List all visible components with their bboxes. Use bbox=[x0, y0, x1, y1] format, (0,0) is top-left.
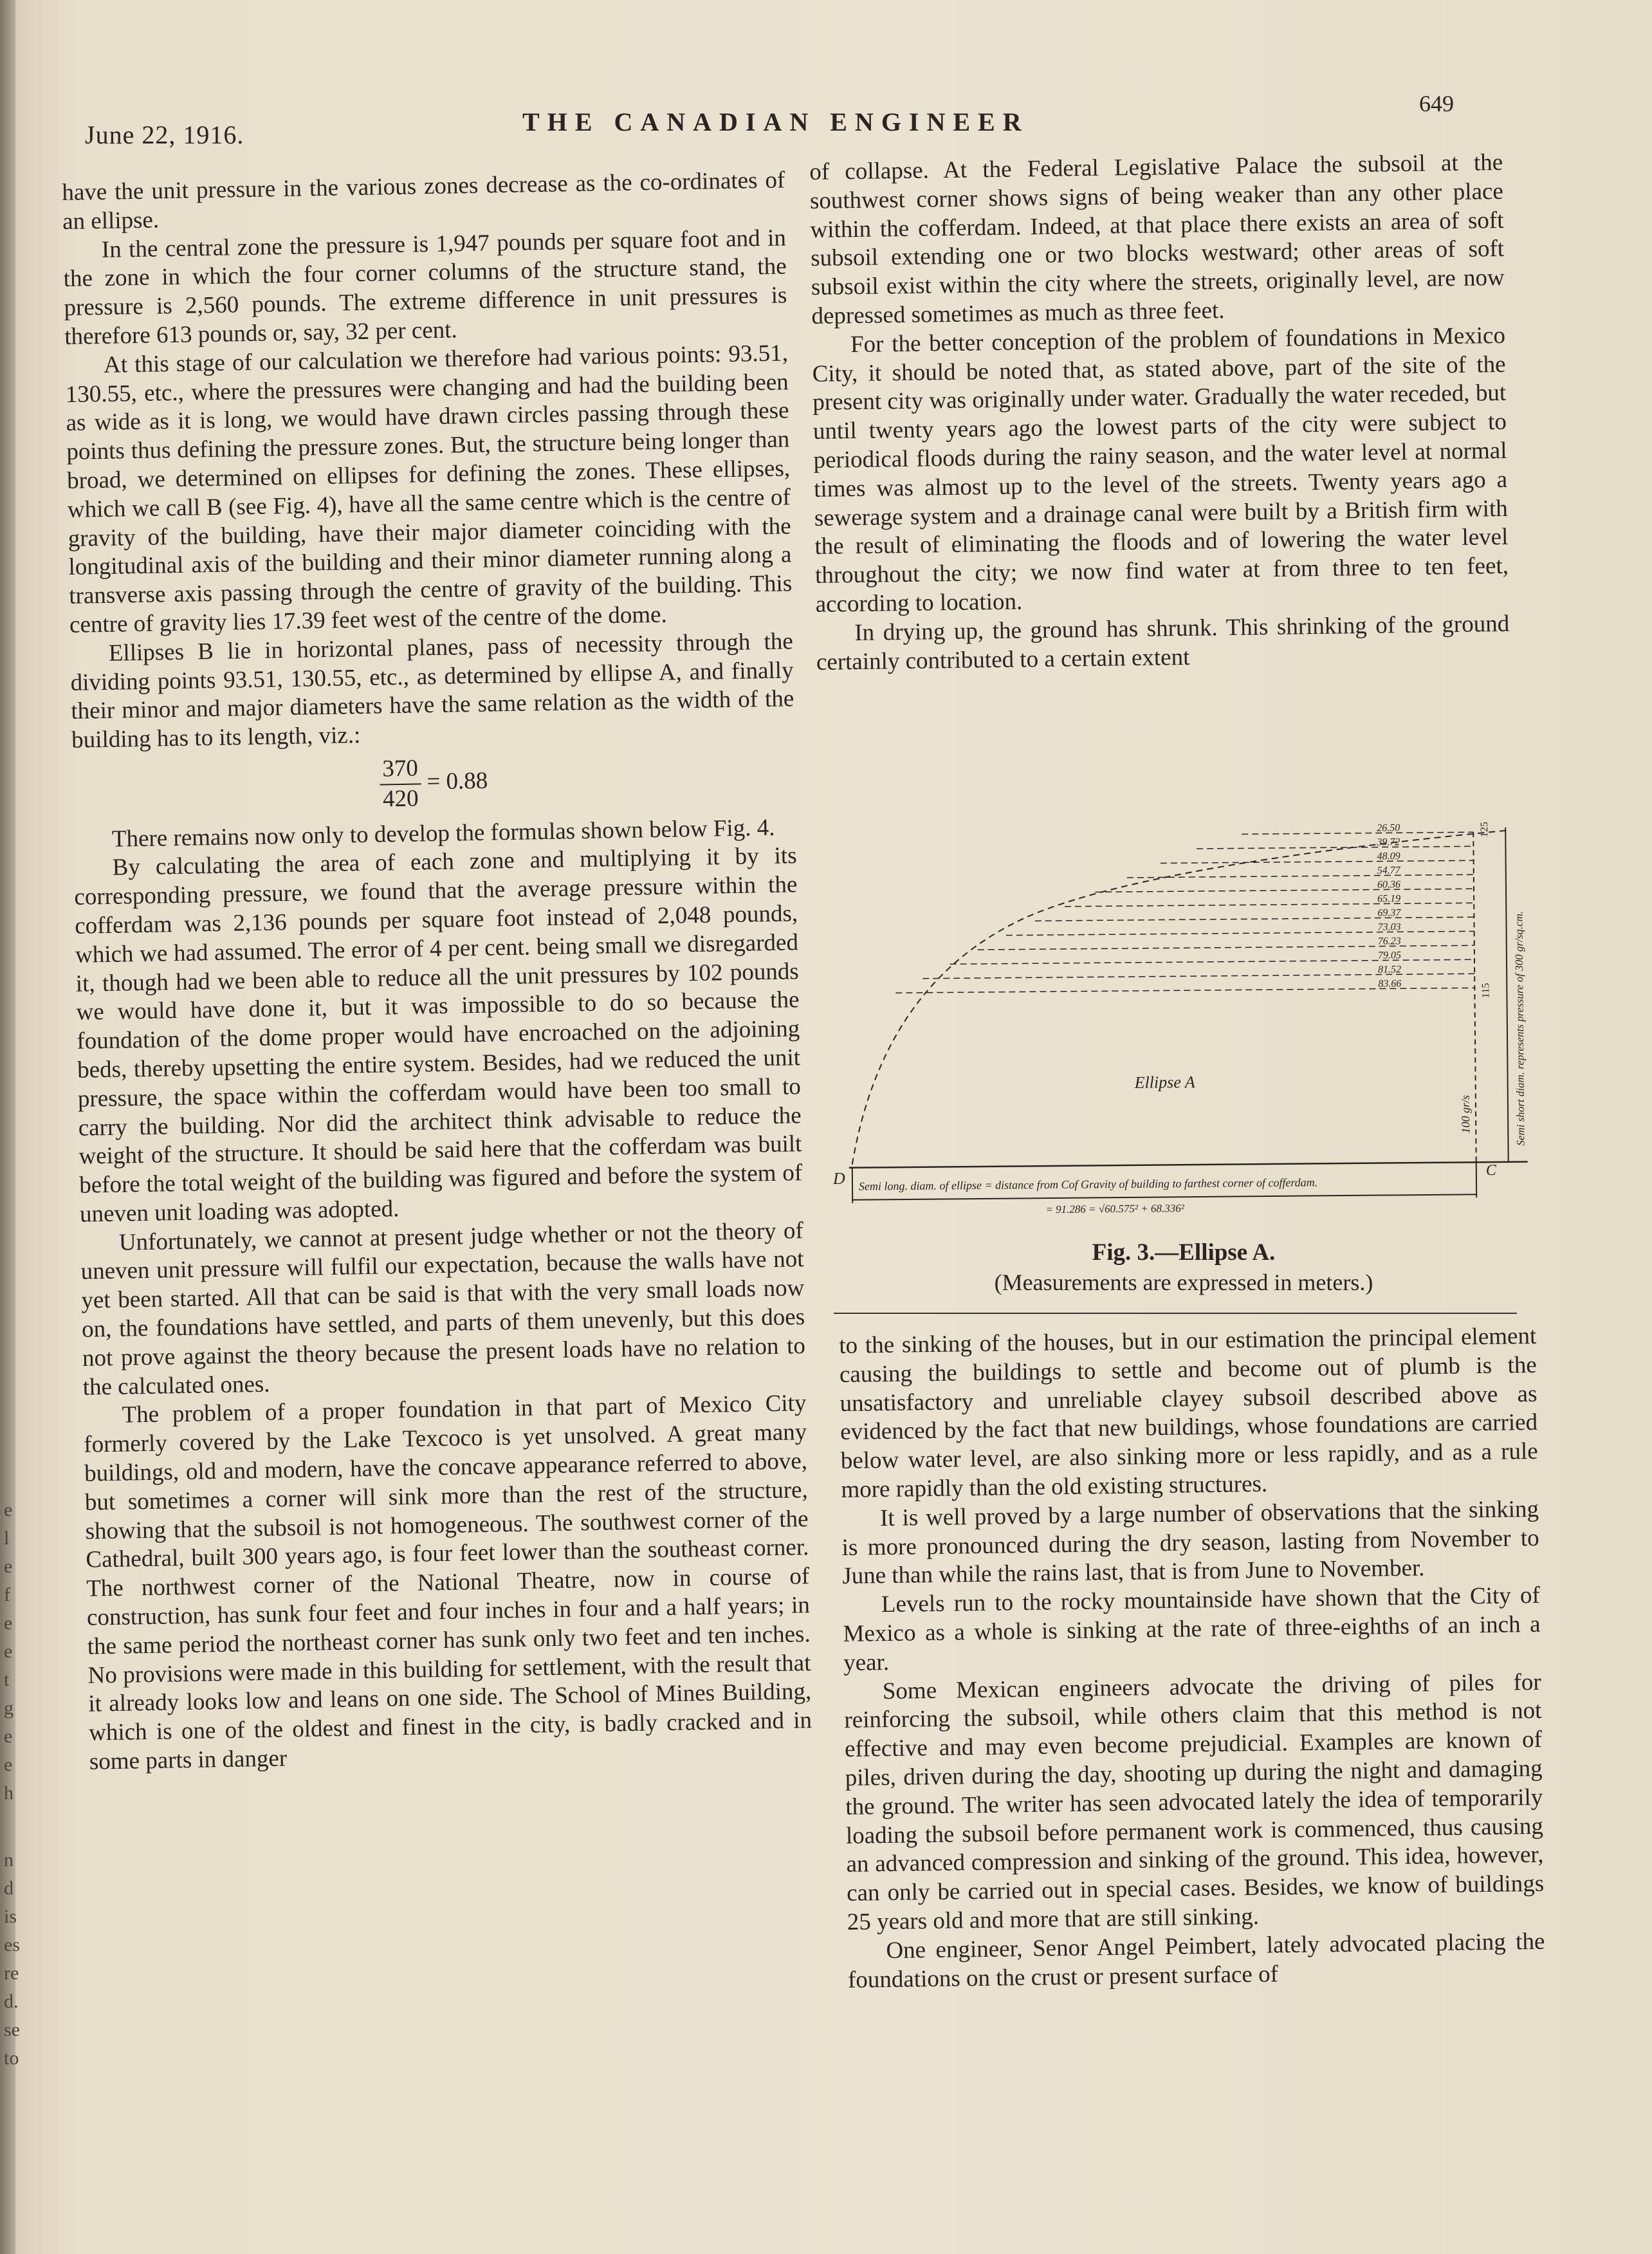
formula-label: = 91.286 = √60.575² + 68.336² bbox=[1045, 1202, 1184, 1216]
margin-fragment: e bbox=[4, 1641, 13, 1662]
figure-subcaption: (Measurements are expressed in meters.) bbox=[994, 1270, 1373, 1295]
point-c-label: C bbox=[1485, 1161, 1496, 1179]
journal-title: THE CANADIAN ENGINEER bbox=[522, 107, 1029, 136]
paragraph: Levels run to the rocky mountainside have shown that the City of Mexico as a whole is sinking at the rate of three-eighths of an inch a year. bbox=[843, 1582, 1541, 1676]
ellipse-curve bbox=[849, 831, 1508, 1165]
page-number: 649 bbox=[1419, 91, 1454, 116]
right-column-top bbox=[809, 149, 1510, 677]
figure-caption: Fig. 3.—Ellipse A. bbox=[1092, 1239, 1276, 1266]
right-vertical-label: Semi short diam. represents pressure of 300 gr/sq.cm. bbox=[1512, 910, 1527, 1146]
level-value-label: 54.77 bbox=[1377, 865, 1400, 876]
margin-fragment: es bbox=[4, 1934, 20, 1955]
pressure-axis-line bbox=[1473, 832, 1476, 1162]
margin-fragment: l bbox=[4, 1528, 10, 1549]
level-line bbox=[1006, 931, 1474, 935]
left-column bbox=[62, 166, 812, 1777]
margin-fragment: n bbox=[4, 1849, 14, 1871]
left-vertical-label: 100 gr/s bbox=[1458, 1095, 1473, 1134]
margin-fragment: t bbox=[4, 1669, 10, 1690]
paragraph: Ellipses B lie in horizontal planes, pass of necessity through the dividing points 93.51, 130.55, etc., as determined by ellipse A, and finally their minor and major diameters have the same relation as the width of the building has to its length, viz.: bbox=[70, 628, 794, 754]
paragraph: One engineer, Senor Angel Peimbert, lately advocated placing the foundations on the crust or present surface of bbox=[847, 1928, 1545, 1993]
paragraph: By calculating the area of each zone and multiplying it by its corresponding pressure, we found that the average pressure within the cofferdam was 2,136 pounds per square foot instead of 2,048 pounds, which we had assumed. The error of 4 per cent. being small we disregarded it, though had we been able to reduce all the unit pressures by 102 pounds we would have done it, but it was impossible to do so because the foundation of the dome proper would have encroached on the adjoining beds, thereby upsetting the entire system. Besides, had we reduced the unit pressure, the space within the cofferdam would have been too small to carry the building. Nor did the architect think advisable to reduce the weight of the structure. It should be said here that the cofferdam was built before the total weight of the building was figured and before the system of uneven unit loading was adopted. bbox=[74, 842, 803, 1228]
ellipse-label: Ellipse A bbox=[1134, 1073, 1195, 1092]
level-line bbox=[1095, 889, 1474, 892]
margin-fragment: re bbox=[4, 1963, 19, 1984]
ratio-equation bbox=[72, 748, 796, 819]
margin-fragment: d bbox=[4, 1878, 14, 1899]
side-label-top: 125 bbox=[1479, 822, 1491, 838]
margin-fragment: e bbox=[4, 1499, 13, 1520]
short-axis-line bbox=[1505, 827, 1509, 1162]
section-rule bbox=[834, 1313, 1517, 1314]
level-value-label: 81.52 bbox=[1378, 964, 1402, 975]
dimension-line bbox=[852, 1194, 1476, 1199]
level-value-label: 60.36 bbox=[1377, 879, 1401, 891]
fraction-denominator: 420 bbox=[382, 785, 419, 813]
level-value-label: 65.19 bbox=[1377, 893, 1401, 905]
right-column-bottom bbox=[839, 1322, 1545, 1995]
level-line bbox=[1065, 903, 1474, 907]
fraction-result: = 0.88 bbox=[427, 767, 488, 795]
paragraph: It is well proved by a large number of observations that the sinking is more pronounced during the dry season, lasting from November to June than while the rains last, that is from June to November. bbox=[841, 1495, 1539, 1590]
level-line bbox=[1242, 832, 1473, 834]
paragraph: At this stage of our calculation we therefore had various points: 93.51, 130.55, etc., where the pressures were changing and had the building been as wide as it is long, we would have drawn circles passing through these points thus defining the pressure zones. But, the structure being longer than broad, we determined on ellipses for defining the zones. These ellipses, which we call B (see Fig. 4), have all the same centre which is the centre of gravity of the building, have their major diameter coinciding with the longitudinal axis of the building and their minor diameter running along a transverse axis passing through the centre of gravity of the building. This centre of gravity lies 17.39 feet west of the centre of the dome. bbox=[65, 340, 793, 638]
ellipse-diagram bbox=[830, 811, 1534, 1215]
margin-fragment: e bbox=[4, 1612, 13, 1634]
paragraph: The problem of a proper foundation in that part of Mexico City formerly covered by the Lake Texcoco is yet unsolved. A great many buildings, old and modern, have the concave appearance referred to above, but sometimes a corner will sink more than the rest of the structure, showing that the subsoil is not homogeneous. The southwest corner of the Cathedral, built 300 years ago, is four feet lower than the southeast corner. The northwest corner of the National Theatre, now in course of construction, has sunk four feet and four inches in four and a half years; in the same period the northeast corner has sunk only two feet and ten inches. No provisions were made in this building for settlement, with the result that it already looks low and leans on one side. The School of Mines Building, which is one of the oldest and finest in the city, is badly cracked and in some parts in danger bbox=[83, 1390, 812, 1775]
level-value-label: 69.37 bbox=[1377, 907, 1401, 919]
margin-fragment: e bbox=[4, 1726, 13, 1747]
margin-fragment: is bbox=[4, 1906, 17, 1927]
level-line bbox=[1161, 860, 1474, 863]
paragraph: have the unit pressure in the various zones decrease as the co-ordinates of an ellipse. bbox=[62, 167, 785, 235]
paragraph: Unfortunately, we cannot at present judge whether or not the theory of uneven unit pressure will fulfil our expectation, because the walls have not yet been started. All that can be said is that with the very small loads now on, the foundations have settled, and parts of them unevenly, but this does not prove against the theory because the present loads have no relation to the calculated ones. bbox=[80, 1217, 806, 1401]
base-line bbox=[849, 1162, 1528, 1168]
point-d-label: D bbox=[832, 1169, 845, 1188]
adjacent-page-margin bbox=[4, 1499, 27, 2076]
level-value-label: 76.23 bbox=[1377, 936, 1401, 947]
level-value-label: 39.72 bbox=[1377, 836, 1400, 848]
paragraph: Some Mexican engineers advocate the driving of piles for reinforcing the subsoil, while others claim that this method is not effective and may even become prejudicial. Examples are known of piles, driven during the day, shooting up during the night and damaging the ground. The writer has seen advocated lately the idea of temporarily loading the subsoil before permanent work is commenced, thus causing an advanced compression and sinking of the ground. This idea, however, can only be carried out in special cases. Besides, we know of buildings 25 years old and more that are still sinking. bbox=[844, 1668, 1545, 1935]
paragraph: In drying up, the ground has shrunk. This shrinking of the ground certainly contributed to a certain extent bbox=[816, 610, 1510, 676]
level-line bbox=[1197, 846, 1473, 849]
level-line bbox=[1035, 917, 1474, 921]
margin-fragment: d. bbox=[4, 1991, 19, 2012]
paragraph: to the sinking of the houses, but in our estimation the principal element causing the buildings to settle and become out of plumb is the unsatisfactory and unreliable clayey subsoil described above as evidenced by the fact that new buildings, whose foundations are carried below water level, are also sinking more or less rapidly, and as a rule more rapidly than the old existing structures. bbox=[839, 1322, 1538, 1503]
level-value-label: 83.66 bbox=[1378, 978, 1402, 990]
margin-fragment: to bbox=[4, 2047, 19, 2069]
paragraph: of collapse. At the Federal Legislative Palace the subsoil at the southwest corner shows signs of being weaker than any other place within the cofferdam. Indeed, at that place there exists an area of soft subsoil extending one or two blocks westward; other areas of soft subsoil exist within the city where the streets, originally level, are now depressed sometimes as much as three feet. bbox=[809, 149, 1505, 329]
paragraph: There remains now only to develop the formulas shown below Fig. 4. bbox=[111, 814, 775, 853]
paragraph: In the central zone the pressure is 1,947 pounds per square foot and in the zone in which the four corner columns of the structure stand, the pressure is 2,560 pounds. The extreme difference in unit pressures is therefore 613 pounds or, say, 32 per cent. bbox=[63, 224, 787, 350]
level-lines bbox=[894, 822, 1474, 993]
margin-fragment: f bbox=[4, 1584, 10, 1605]
level-value-label: 26.50 bbox=[1377, 822, 1400, 834]
paragraph: For the better conception of the problem of foundations in Mexico City, it should be noted that, as stated above, part of the site of the present city was originally under water. Gradually the water receded, but until twenty years ago the lowest parts of the city were subject to periodical floods during the rainy season, and the water level at normal times was almost up to the level of the streets. Twenty years ago a sewerage system and a drainage canal were built by a British firm with the result of eliminating the floods and of lowering the water level throughout the city; we now find water at from three to ten feet, according to location. bbox=[812, 322, 1509, 618]
issue-date: June 22, 1916. bbox=[85, 120, 244, 149]
margin-fragment: h bbox=[4, 1782, 14, 1804]
fraction-numerator: 370 bbox=[380, 754, 421, 785]
base-label: Semi long. diam. of ellipse = distance from Cof Gravity of building to farthest corner of cofferdam. bbox=[858, 1176, 1318, 1193]
margin-fragment: g bbox=[4, 1697, 14, 1719]
fraction bbox=[380, 754, 421, 814]
level-value-label: 48.09 bbox=[1377, 851, 1400, 862]
level-value-label: 73.03 bbox=[1377, 921, 1401, 933]
margin-fragment: e bbox=[4, 1556, 13, 1577]
margin-fragment: se bbox=[4, 2019, 20, 2040]
level-value-label: 79.05 bbox=[1377, 950, 1401, 961]
margin-fragment: e bbox=[4, 1754, 13, 1775]
side-label-mid: 115 bbox=[1480, 983, 1492, 999]
